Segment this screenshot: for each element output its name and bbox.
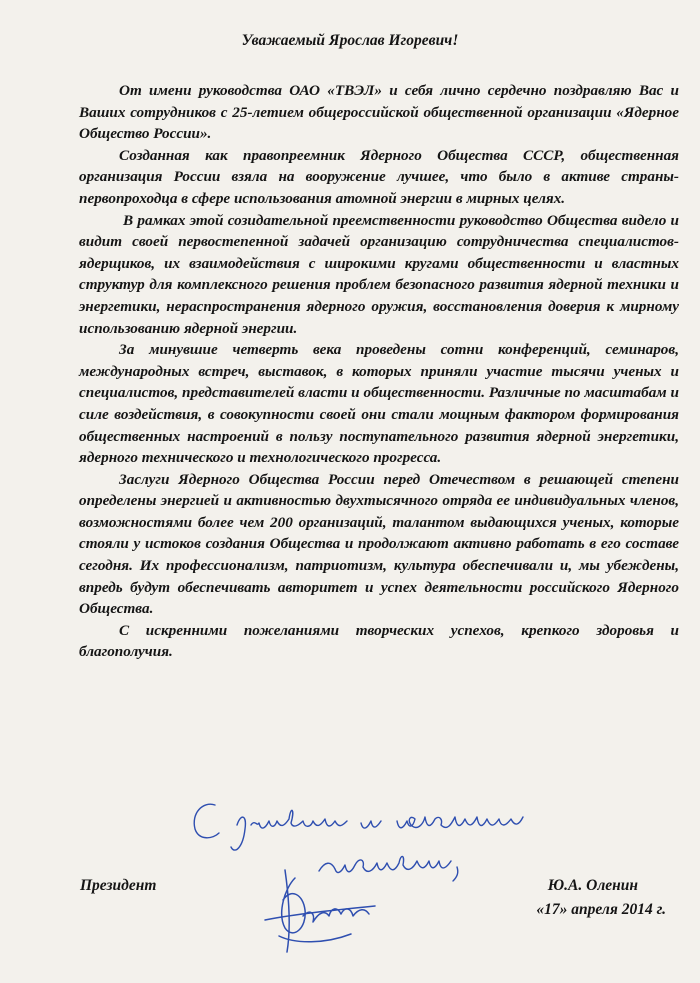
letter-date: «17» апреля 2014 г.	[536, 901, 666, 918]
paragraph: С искренними пожеланиями творческих успехов, крепкого здоровья и благополучия.	[79, 621, 679, 661]
sender-role: Президент	[80, 877, 157, 894]
paragraph: За минувшие четверть века проведены сотни конференций, семинаров, международных встреч, выставок, в которых приняли участие тысячи ученых и специалистов, представителей власти и общественности. Различные по масштабам и силе воздействия, в совокупности своей они стали мощным фактором формирования общественных настроений в пользу поступательного развития ядерной энергетики, ядерного технического и технологического прогресса.	[79, 341, 679, 467]
paragraph: От имени руководства ОАО «ТВЭЛ» и себя лично сердечно поздравляю Вас и Ваших сотрудников с 25-летием общероссийской общественной организации «Ядерное Общество России».	[79, 82, 679, 143]
letter-body	[79, 80, 679, 663]
paragraph: Заслуги Ядерного Общества России перед Отечеством в решающей степени определены энергией и активностью двухтысячного отряда ее индивидуальных членов, возможностями более чем 200 организаций, талантом выдающихся ученых, которые стояли у истоков создания Общества и продолжают активно работать в его составе сегодня. Их профессионализм, патриотизм, культура обеспечивали и, мы убеждены, впредь будут обеспечивать авторитет и успех деятельности российского Ядерного Общества.	[79, 470, 679, 618]
letter-greeting: Уважаемый Ярослав Игоревич!	[241, 32, 459, 49]
sender-name: Ю.А. Оленин	[547, 877, 638, 894]
signature	[255, 858, 405, 958]
paragraph: В рамках этой созидательной преемственности руководство Общества видело и видит своей первостепенной задачей организацию сотрудничества специалистов-ядерщиков, их взаимодействия с широкими кругами общественности и властных структур для комплексного решения проблем безопасного развития ядерной техники и энергетики, нераспространения ядерного оружия, восстановления доверия к мирному использованию ядерной энергии.	[79, 211, 679, 337]
paragraph: Созданная как правопреемник Ядерного Общества СССР, общественная организация России взяла на вооружение лучшее, что было в активе страны-первопроходца в сфере использования атомной энергии в мирных целях.	[79, 146, 679, 207]
